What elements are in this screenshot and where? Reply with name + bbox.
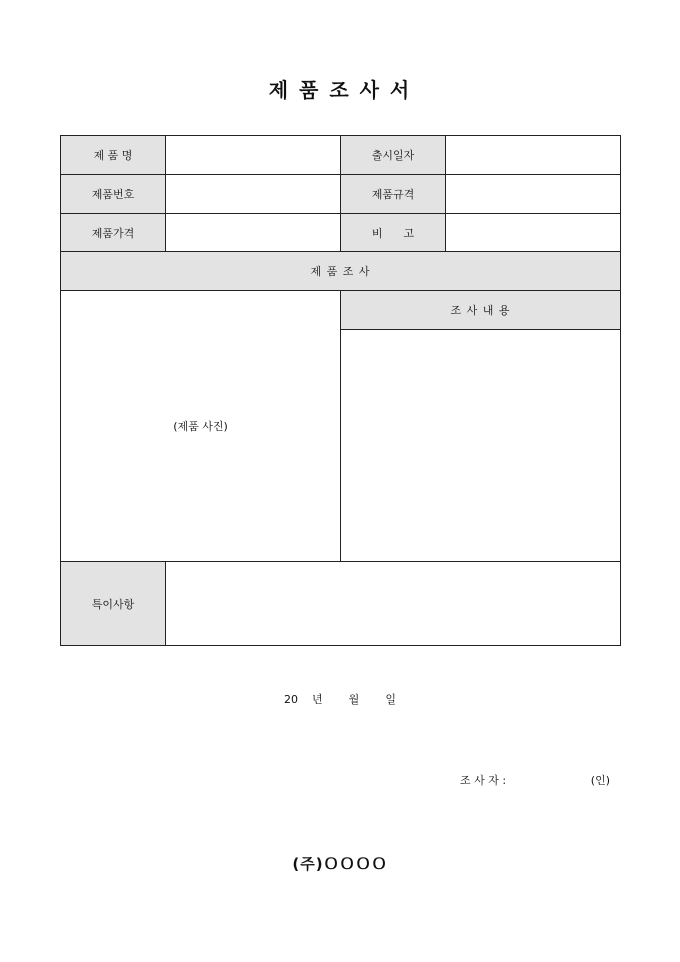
remarks-label: 비 고 bbox=[341, 214, 446, 252]
product-spec-field[interactable] bbox=[446, 175, 621, 214]
date-line bbox=[0, 692, 680, 708]
date-year: 20 bbox=[284, 693, 299, 706]
product-survey-form bbox=[60, 135, 621, 646]
company-name: (주)ＯＯＯＯ bbox=[292, 855, 388, 873]
date-day-unit: 일 bbox=[385, 693, 396, 706]
survey-content-panel bbox=[341, 291, 621, 562]
special-notes-field[interactable] bbox=[166, 562, 621, 646]
document-title: 제 품 조 사 서 bbox=[268, 78, 412, 102]
survey-content-field[interactable] bbox=[341, 330, 620, 561]
product-name-field[interactable] bbox=[166, 136, 341, 175]
survey-section-header: 제 품 조 사 bbox=[61, 252, 621, 291]
surveyor-line bbox=[460, 773, 620, 789]
product-number-field[interactable] bbox=[166, 175, 341, 214]
date-year-unit: 년 bbox=[312, 693, 323, 706]
release-date-field[interactable] bbox=[446, 136, 621, 175]
product-photo-area[interactable] bbox=[61, 291, 341, 562]
seal-mark: (인) bbox=[590, 774, 610, 787]
survey-content-header: 조 사 내 용 bbox=[341, 291, 620, 330]
product-number-label: 제품번호 bbox=[61, 175, 166, 214]
product-name-label: 제 품 명 bbox=[61, 136, 166, 175]
product-price-field[interactable] bbox=[166, 214, 341, 252]
special-notes-label: 특이사항 bbox=[61, 562, 166, 646]
surveyor-label: 조 사 자 : bbox=[460, 774, 507, 787]
date-month-unit: 월 bbox=[348, 693, 360, 706]
remarks-field[interactable] bbox=[446, 214, 621, 252]
product-spec-label: 제품규격 bbox=[341, 175, 446, 214]
release-date-label: 출시일자 bbox=[341, 136, 446, 175]
photo-placeholder: (제품 사진) bbox=[173, 420, 228, 433]
product-price-label: 제품가격 bbox=[61, 214, 166, 252]
